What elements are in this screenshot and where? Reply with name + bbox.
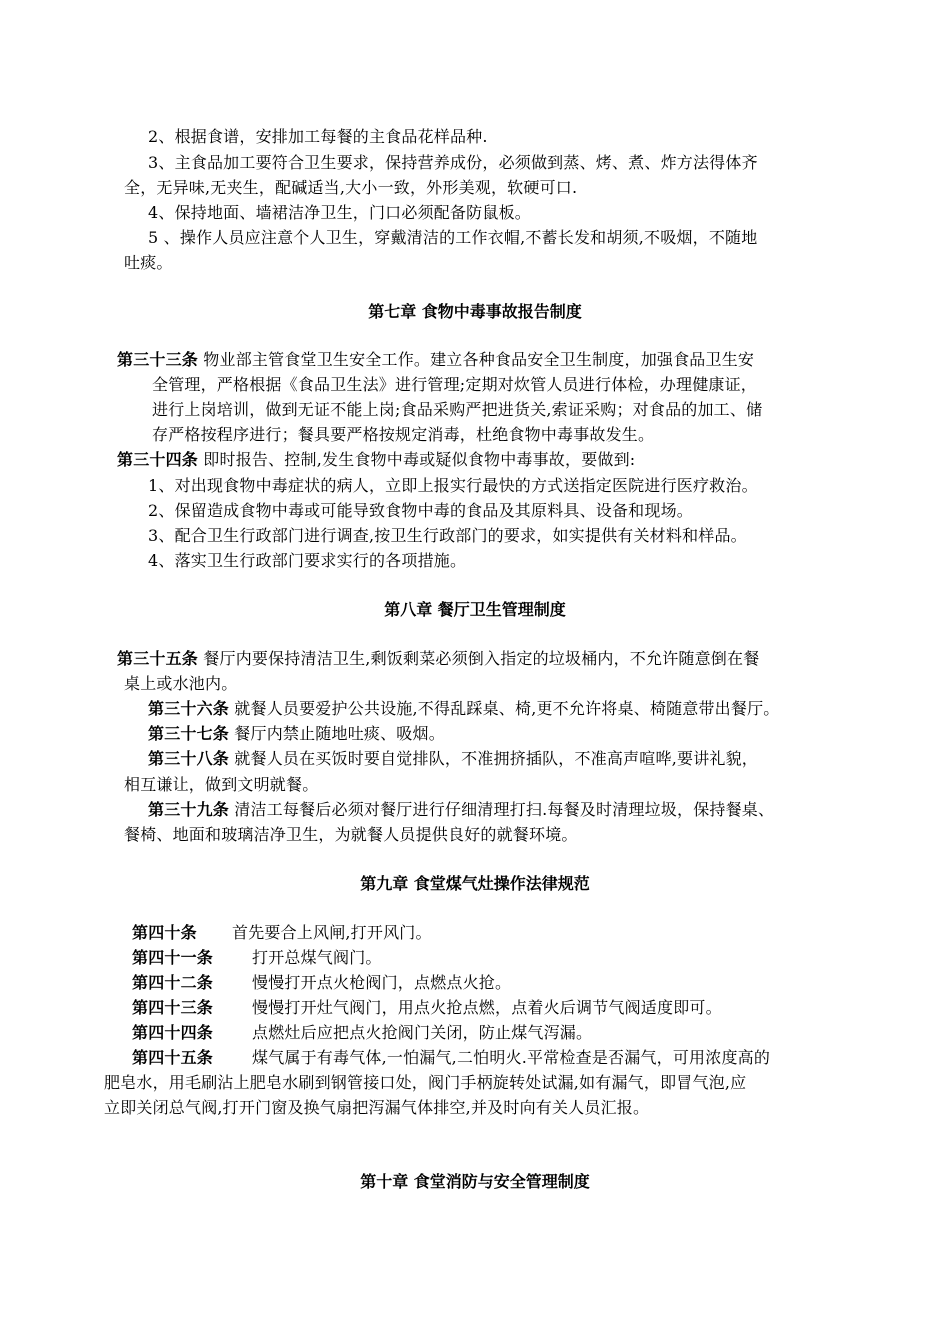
article-text: 首先要合上风闸,打开风门。 xyxy=(232,923,432,942)
article-text: 餐椅、地面和玻璃洁净卫生，为就餐人员提供良好的就餐环境。 xyxy=(124,825,578,844)
chapter-title: 第十章 食堂消防与安全管理制度 xyxy=(360,1172,590,1191)
article-36 xyxy=(148,699,779,719)
article-label: 第四十一条 xyxy=(132,948,214,967)
article-text: 点燃灶后应把点火抢阀门关闭，防止煤气泻漏。 xyxy=(252,1023,593,1042)
article-text: 餐厅内禁止随地吐痰、吸烟。 xyxy=(229,724,445,743)
article-label: 第三十五条 xyxy=(117,649,199,668)
list-item: 4、落实卫生行政部门要求实行的各项措施。 xyxy=(148,551,467,570)
list-item: 5 、操作人员应注意个人卫生，穿戴清洁的工作衣帽,不蓄长发和胡须,不吸烟，不随地 xyxy=(148,228,758,247)
article-text: 就餐人员要爱护公共设施,不得乱踩桌、椅,更不允许将桌、椅随意带出餐厅。 xyxy=(229,699,780,718)
article-label: 第四十二条 xyxy=(132,973,214,992)
article-label: 第三十六条 xyxy=(148,699,230,718)
list-item: 2、根据食谱，安排加工每餐的主食品花样品种. xyxy=(148,127,488,146)
article-label: 第四十四条 xyxy=(132,1023,214,1042)
list-item-continuation: 吐痰。 xyxy=(124,253,173,272)
article-42 xyxy=(132,973,511,993)
article-label: 第三十八条 xyxy=(148,749,230,768)
article-35 xyxy=(117,649,759,669)
article-text: 桌上或水池内。 xyxy=(124,674,238,693)
article-39 xyxy=(148,800,774,820)
article-33 xyxy=(117,350,754,370)
list-item: 3、配合卫生行政部门进行调查,按卫生行政部门的要求，如实提供有关材料和样品。 xyxy=(148,526,747,545)
article-text: 慢慢打开灶气阀门，用点火抢点燃，点着火后调节气阀适度即可。 xyxy=(252,998,722,1017)
article-label: 第三十三条 xyxy=(117,350,199,369)
chapter-title: 第九章 食堂煤气灶操作法律规范 xyxy=(360,874,590,893)
article-text: 相互谦让，做到文明就餐。 xyxy=(124,775,319,794)
list-item: 2、保留造成食物中毒或可能导致食物中毒的食品及其原料具、设备和现场。 xyxy=(148,501,693,520)
article-text: 存严格按程序进行；餐具要严格按规定消毒，杜绝食物中毒事故发生。 xyxy=(152,425,655,444)
article-label: 第四十五条 xyxy=(132,1048,214,1067)
article-label: 第三十七条 xyxy=(148,724,230,743)
article-34 xyxy=(117,450,635,470)
chapter-title: 第七章 食物中毒事故报告制度 xyxy=(368,302,582,321)
article-text: 全管理，严格根据《食品卫生法》进行管理;定期对炊管人员进行体检，办理健康证， xyxy=(152,375,757,394)
article-label: 第三十九条 xyxy=(148,800,230,819)
article-44 xyxy=(132,1023,592,1043)
article-40 xyxy=(132,923,432,943)
article-label: 第四十条 xyxy=(132,923,197,942)
chapter-title: 第八章 餐厅卫生管理制度 xyxy=(384,600,566,619)
article-text: 慢慢打开点火枪阀门，点燃点火抢。 xyxy=(252,973,512,992)
article-label: 第三十四条 xyxy=(117,450,199,469)
article-45 xyxy=(132,1048,770,1068)
article-text: 肥皂水，用毛刷沾上肥皂水刷到钢管接口处，阀门手柄旋转处试漏,如有漏气，即冒气泡,应 xyxy=(104,1073,747,1092)
article-38 xyxy=(148,749,758,769)
article-text: 煤气属于有毒气体,一怕漏气,二怕明火.平常检查是否漏气，可用浓度高的 xyxy=(252,1048,771,1067)
article-label: 第四十三条 xyxy=(132,998,214,1017)
article-41 xyxy=(132,948,382,968)
article-text: 打开总煤气阀门。 xyxy=(252,948,382,967)
article-text: 餐厅内要保持清洁卫生,剩饭剩菜必须倒入指定的垃圾桶内，不允许随意倒在餐 xyxy=(198,649,760,668)
list-item: 4、保持地面、墙裙洁净卫生，门口必须配备防鼠板。 xyxy=(148,203,531,222)
list-item-continuation: 全，无异味,无夹生，配碱适当,大小一致，外形美观，软硬可口. xyxy=(124,178,578,197)
article-text: 进行上岗培训，做到无证不能上岗;食品采购严把进货关,索证采购；对食品的加工、储 xyxy=(152,400,763,419)
article-text: 物业部主管食堂卫生安全工作。建立各种食品安全卫生制度，加强食品卫生安 xyxy=(198,350,755,369)
article-text: 就餐人员在买饭时要自觉排队，不准拥挤插队，不准高声喧哗,要讲礼貌， xyxy=(229,749,758,768)
article-text: 立即关闭总气阀,打开门窗及换气扇把泻漏气体排空,并及时向有关人员汇报。 xyxy=(104,1098,650,1117)
article-43 xyxy=(132,998,722,1018)
article-text: 即时报告、控制,发生食物中毒或疑似食物中毒事故，要做到: xyxy=(198,450,636,469)
article-37 xyxy=(148,724,445,744)
list-item: 1、对出现食物中毒症状的病人，立即上报实行最快的方式送指定医院进行医疗救治。 xyxy=(148,476,758,495)
article-text: 清洁工每餐后必须对餐厅进行仔细清理打扫.每餐及时清理垃圾，保持餐桌、 xyxy=(229,800,775,819)
list-item: 3、主食品加工要符合卫生要求，保持营养成份，必须做到蒸、烤、煮、炸方法得体齐 xyxy=(148,153,758,172)
